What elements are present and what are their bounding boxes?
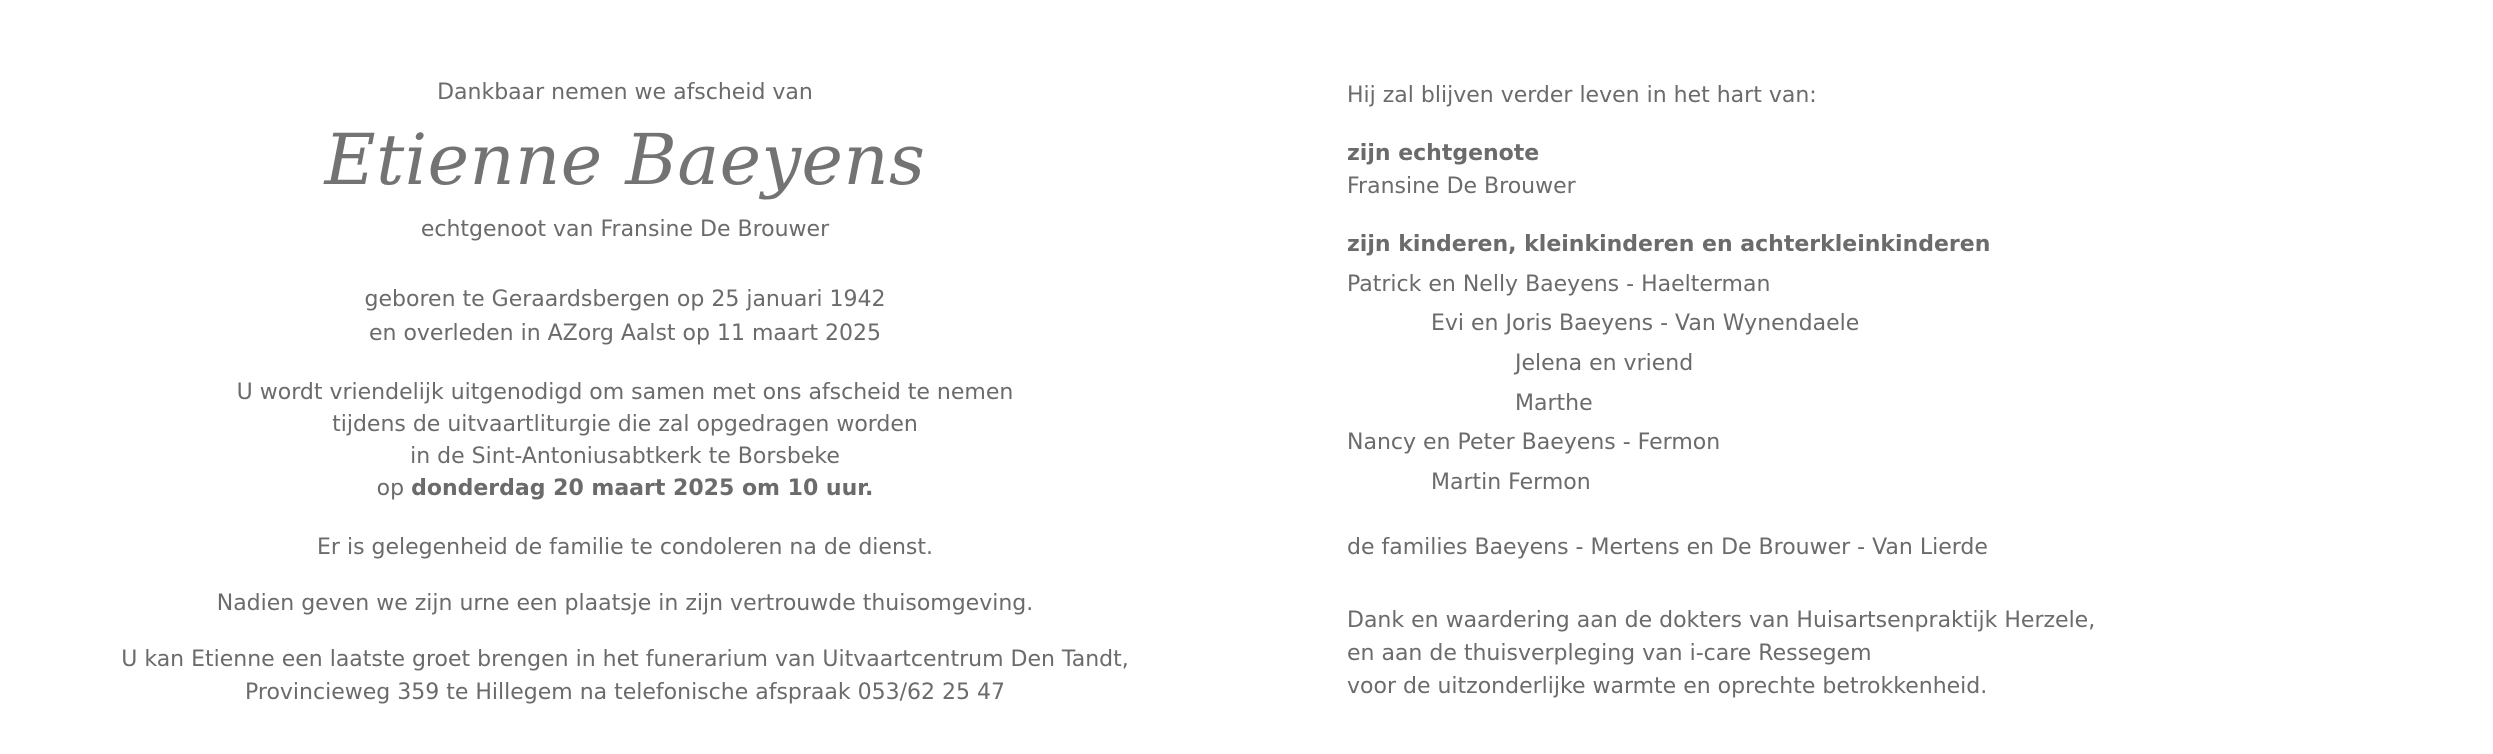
- thanks-line-3: voor de uitzonderlijke warmte en oprechte betrokkenheid.: [1347, 674, 1988, 699]
- intro-text: Dankbaar nemen we afscheid van: [437, 80, 813, 105]
- death-line: en overleden in AZorg Aalst op 11 maart 2025: [368, 321, 882, 346]
- spouse-heading: zijn echtgenote: [1347, 141, 1540, 166]
- family-member: Patrick en Nelly Baeyens - Haelterman: [1347, 272, 1771, 297]
- invitation-line-3: in de Sint-Antoniusabtkerk te Borsbeke: [410, 444, 840, 469]
- thanks-line-1: Dank en waardering aan de dokters van Huisartsenpraktijk Herzele,: [1347, 608, 2096, 633]
- family-member: Jelena en vriend: [1515, 351, 1694, 376]
- family-member: Nancy en Peter Baeyens - Fermon: [1347, 430, 1721, 455]
- service-date: [0, 472, 1250, 505]
- extended-families: de families Baeyens - Mertens en De Brouwer - Van Lierde: [1347, 535, 1988, 560]
- spouse-name: Fransine De Brouwer: [1347, 174, 1576, 199]
- birth-line: geboren te Geraardsbergen op 25 januari 1942: [364, 287, 886, 312]
- children-heading: zijn kinderen, kleinkinderen en achterkleinkinderen: [1347, 232, 1991, 257]
- funerarium-line-1: U kan Etienne een laatste groet brengen in het funerarium van Uitvaartcentrum Den Tandt,: [121, 647, 1129, 672]
- remembrance-intro: Hij zal blijven verder leven in het hart van:: [1347, 83, 1817, 108]
- funerarium-line-2: Provincieweg 359 te Hillegem na telefonische afspraak 053/62 25 47: [245, 680, 1005, 705]
- service-date-bold: donderdag 20 maart 2025 om 10 uur.: [411, 476, 874, 501]
- service-date-prefix: op: [376, 476, 412, 501]
- invitation-line-2: tijdens de uitvaartliturgie die zal opgedragen worden: [332, 412, 918, 437]
- spouse-line: echtgenoot van Fransine De Brouwer: [420, 217, 830, 242]
- condolence-text: Er is gelegenheid de familie te condoleren na de dienst.: [317, 535, 933, 560]
- thanks-line-2: en aan de thuisverpleging van i-care Ressegem: [1347, 641, 1872, 666]
- deceased-name: Etienne Baeyens: [324, 119, 926, 201]
- urn-text: Nadien geven we zijn urne een plaatsje in zijn vertrouwde thuisomgeving.: [216, 591, 1034, 616]
- invitation-line-1: U wordt vriendelijk uitgenodigd om samen met ons afscheid te nemen: [236, 380, 1014, 405]
- family-member: Evi en Joris Baeyens - Van Wynendaele: [1431, 311, 1860, 336]
- family-member: Marthe: [1515, 391, 1593, 416]
- family-member: Martin Fermon: [1431, 470, 1591, 495]
